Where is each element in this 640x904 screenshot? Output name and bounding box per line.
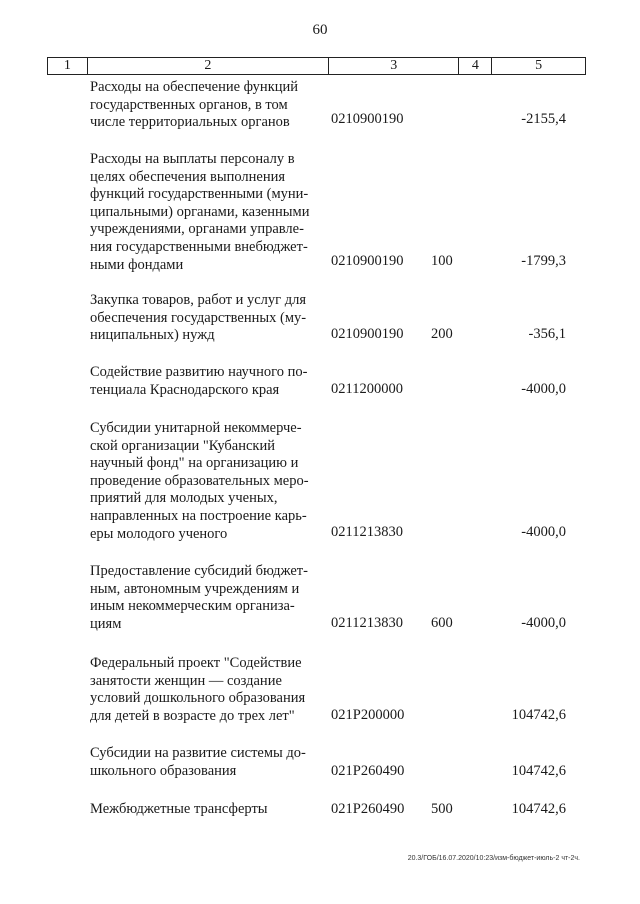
row-amount: 104742,6 [511, 801, 566, 817]
row-amount: 104742,6 [511, 707, 566, 723]
row-description: Расходы на выплаты персоналу в целях обеспечения выполнения функций государственными (муни- ципальными) органами, казенными учреждениями, органами управле- ния государственными внебюджет- ными фондами [90, 151, 310, 273]
row-description: Расходы на обеспечение функций государственных органов, в том числе территориальных органов [90, 79, 299, 131]
table-header-row [47, 57, 586, 75]
column-header-5: 5 [535, 58, 543, 73]
row-amount: -4000,0 [521, 381, 566, 397]
row-type: 200 [431, 326, 453, 342]
row-type: 100 [431, 253, 453, 269]
row-code: 0211213830 [331, 524, 403, 540]
row-code: 021P260490 [331, 801, 405, 817]
row-description: Межбюджетные трансферты [90, 801, 268, 817]
row-code: 0211213830 [331, 615, 403, 631]
row-code: 0211200000 [331, 381, 403, 397]
row-description: Федеральный проект "Содействие занятости женщин — создание условий дошкольного образования для детей в возрасте до трех лет" [90, 655, 306, 724]
row-description: Закупка товаров, работ и услуг для обеспечения государственных (му- ниципальных) нужд [90, 292, 307, 344]
row-description: Субсидии на развитие системы до- школьного образования [90, 745, 306, 779]
row-amount: -356,1 [528, 326, 566, 342]
row-amount: -1799,3 [521, 253, 566, 269]
row-description: Содействие развитию научного по- тенциала Краснодарского края [90, 364, 308, 398]
column-header-3: 3 [329, 58, 460, 74]
row-code: 0210900190 [331, 326, 404, 342]
column-header-1: 1 [48, 58, 88, 74]
row-amount: -4000,0 [521, 524, 566, 540]
row-description: Субсидии унитарной некоммерче- ской организации "Кубанский научный фонд" на организацию и проведение образовательных меро- приятий для молодых ученых, направленных на построение карь- еры молодого ученого [90, 420, 309, 542]
row-code: 0210900190 [331, 253, 404, 269]
row-type: 600 [431, 615, 453, 631]
row-amount: -2155,4 [521, 111, 566, 127]
page-number: 60 [312, 22, 328, 38]
column-header-2: 2 [88, 58, 329, 74]
row-code: 021P200000 [331, 707, 405, 723]
row-amount: -4000,0 [521, 615, 566, 631]
row-code: 0210900190 [331, 111, 404, 127]
row-code: 021P260490 [331, 763, 405, 779]
document-footer-reference: 20.3/ГОБ/16.07.2020/10:23/изм-бюджет-июль-2 чт-2ч. [407, 855, 580, 862]
row-amount: 104742,6 [511, 763, 566, 779]
column-header-4: 4 [459, 58, 492, 74]
row-description: Предоставление субсидий бюджет- ным, автономным учреждениям и иным некоммерческим организа- циям [90, 563, 308, 632]
row-type: 500 [431, 801, 453, 817]
